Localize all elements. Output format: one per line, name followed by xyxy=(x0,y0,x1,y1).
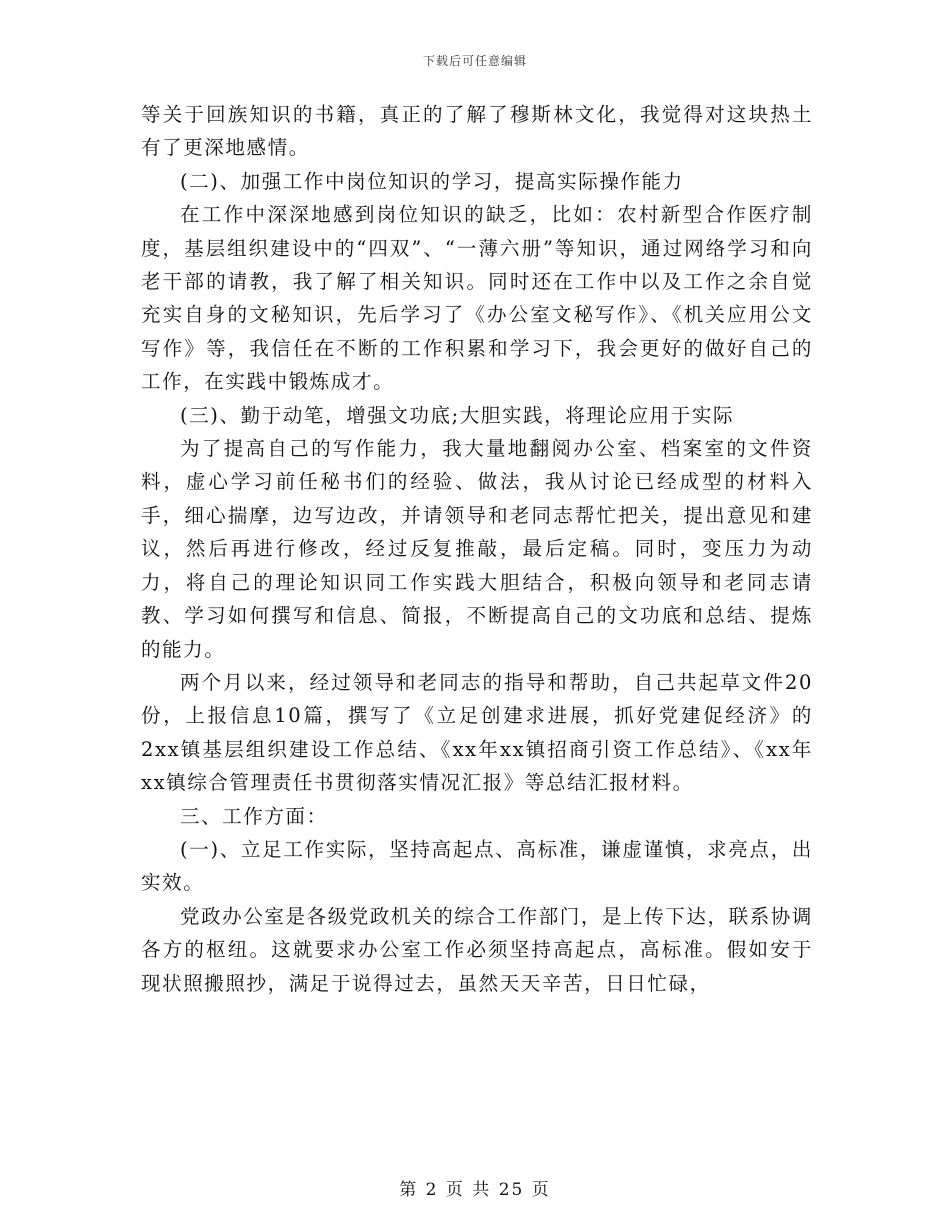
paragraph: 在工作中深深地感到岗位知识的缺乏，比如：农村新型合作医疗制度，基层组织建设中的“四双”、“一薄六册”等知识，通过网络学习和向老干部的请教，我了解了相关知识。同时还在工作中以及工作之余自觉充实自身的文秘知识，先后学习了《办公室文秘写作》、《机关应用公文写作》等，我信任在不断的工作积累和学习下，我会更好的做好自己的工作，在实践中锻炼成才。 xyxy=(141,203,813,394)
document-body xyxy=(141,98,813,1000)
paragraph: 为了提高自己的写作能力，我大量地翻阅办公室、档案室的文件资料，虚心学习前任秘书们的经验、做法，我从讨论已经成型的材料入手，细心揣摩，边写边改，并请领导和老同志帮忙把关，提出意见和建议，然后再进行修改，经过反复推敲，最后定稿。同时，变压力为动力，将自己的理论知识同工作实践大胆结合，积极向领导和老同志请教、学习如何撰写和信息、简报，不断提高自己的文功底和总结、提炼的能力。 xyxy=(141,437,813,661)
section-heading: (三)、勤于动笔，增强文功底;大胆实践，将理论应用于实际 xyxy=(180,403,735,427)
section-heading: (一)、立足工作实际，坚持高起点、高标准，谦虚谨慎，求亮点，出实效。 xyxy=(141,837,813,895)
paragraph: 等关于回族知识的书籍，真正的了解了穆斯林文化，我觉得对这块热土有了更深地感情。 xyxy=(141,103,813,160)
section-heading: (二)、加强工作中岗位知识的学习，提高实际操作能力 xyxy=(180,169,684,193)
paragraph: 党政办公室是各级党政机关的综合工作部门，是上传下达，联系协调各方的枢纽。这就要求办公室工作必须坚持高起点，高标准。假如安于现状照搬照抄，满足于说得过去，虽然天天辛苦，日日忙碌， xyxy=(141,904,814,995)
section-heading: 三、工作方面： xyxy=(180,804,328,828)
page-footer: 第 2 页 共 25 页 xyxy=(399,1180,551,1200)
page-header: 下载后可任意编辑 xyxy=(422,54,527,68)
paragraph: 两个月以来，经过领导和老同志的指导和帮助，自己共起草文件20份，上报信息10篇，撰写了《立足创建求进展，抓好党建促经济》的2xx镇基层组织建设工作总结、《xx年xx镇招商引资工作总结》、《xx年xx镇综合管理责任书贯彻落实情况汇报》等总结汇报材料。 xyxy=(141,670,813,795)
